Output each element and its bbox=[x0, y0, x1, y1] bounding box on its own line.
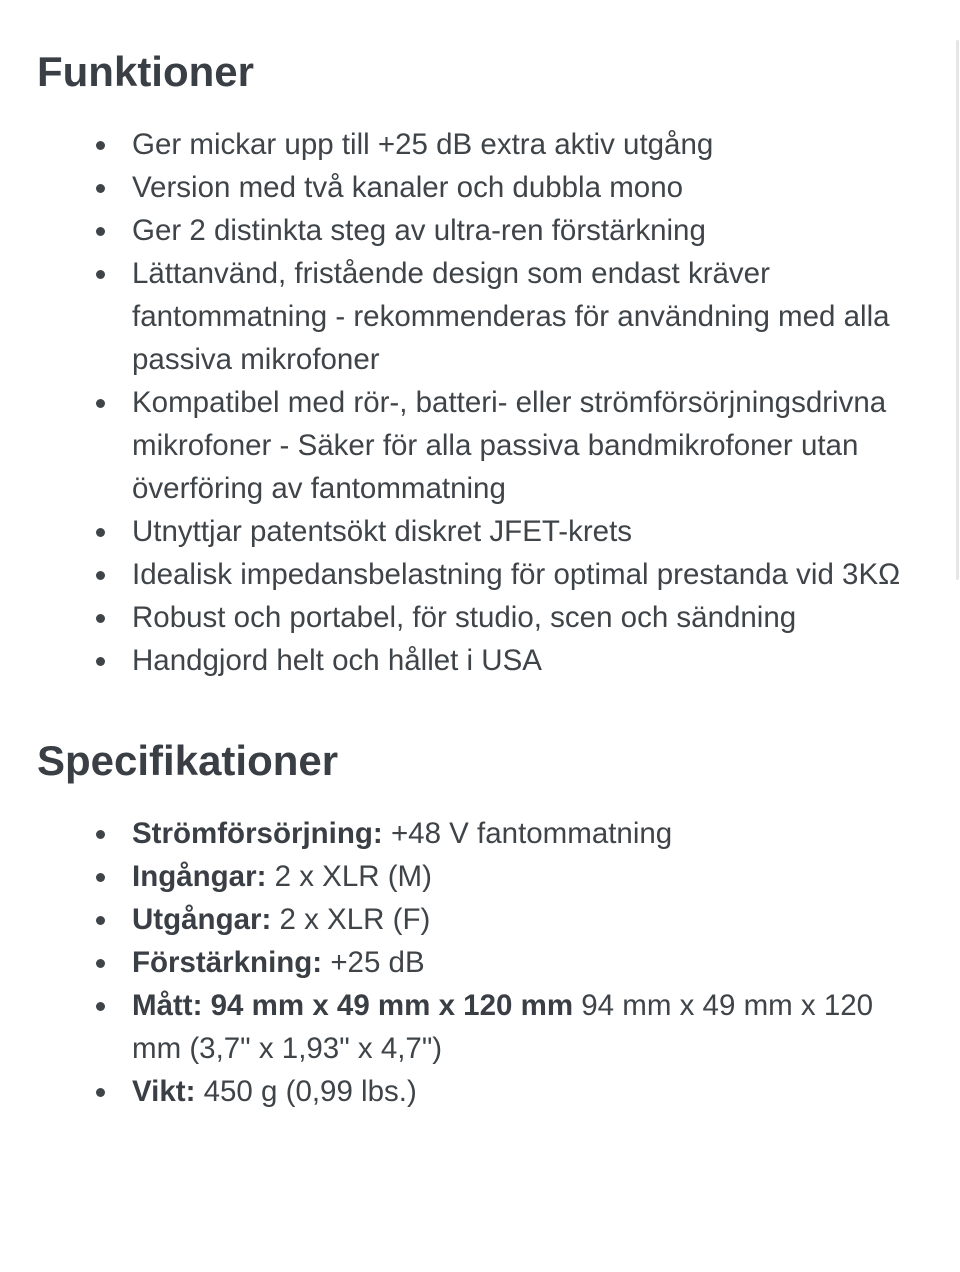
bullet-icon bbox=[96, 959, 105, 968]
scrollbar-thumb[interactable] bbox=[956, 40, 959, 580]
bullet-icon bbox=[96, 873, 105, 882]
specs-heading: Specifikationer bbox=[37, 737, 339, 784]
bullet-icon bbox=[96, 916, 105, 925]
spec-item-power bbox=[37, 812, 927, 855]
feature-text: Idealisk impedansbelastning för optimal prestanda vid 3KΩ bbox=[132, 558, 901, 591]
bullet-icon bbox=[96, 270, 105, 279]
bullet-icon bbox=[96, 614, 105, 623]
bullet-icon bbox=[96, 184, 105, 193]
scrollbar[interactable] bbox=[954, 0, 960, 1272]
feature-text: Version med två kanaler och dubbla mono bbox=[132, 171, 684, 204]
feature-text: Robust och portabel, för studio, scen och sändning bbox=[132, 601, 797, 634]
product-details bbox=[37, 0, 927, 1113]
bullet-icon bbox=[96, 1002, 105, 1011]
bullet-icon bbox=[96, 227, 105, 236]
spec-item-outputs bbox=[37, 898, 927, 941]
spec-label: Ingångar: bbox=[132, 860, 267, 893]
spec-item-dimensions bbox=[37, 984, 927, 1070]
bullet-icon bbox=[96, 528, 105, 537]
list-item bbox=[37, 639, 927, 682]
feature-text: Kompatibel med rör-, batteri- eller strömförsörjningsdrivna mikrofoner - Säker för alla passiva bandmikrofoner utan överföring av fantommatning bbox=[132, 386, 887, 505]
bullet-icon bbox=[96, 399, 105, 408]
list-item bbox=[37, 553, 927, 596]
bullet-icon bbox=[96, 1088, 105, 1097]
bullet-icon bbox=[96, 657, 105, 666]
feature-text: Utnyttjar patentsökt diskret JFET-krets bbox=[132, 515, 633, 548]
feature-text: Ger 2 distinkta steg av ultra-ren förstärkning bbox=[132, 214, 706, 247]
list-item bbox=[37, 381, 927, 510]
features-list bbox=[37, 123, 927, 682]
bullet-icon bbox=[96, 830, 105, 839]
spec-item-weight bbox=[37, 1070, 927, 1113]
feature-text: Lättanvänd, fristående design som endast kräver fantommatning - rekommenderas för användning med alla passiva mikrofoner bbox=[132, 257, 890, 376]
list-item bbox=[37, 123, 927, 166]
list-item bbox=[37, 596, 927, 639]
spec-value: 2 x XLR (F) bbox=[271, 903, 431, 936]
list-item bbox=[37, 209, 927, 252]
spec-value: 450 g (0,99 lbs.) bbox=[195, 1075, 417, 1108]
feature-text: Handgjord helt och hållet i USA bbox=[132, 644, 542, 677]
spec-label: Vikt: bbox=[132, 1075, 196, 1108]
spec-value: +25 dB bbox=[322, 946, 425, 979]
spec-label: Förstärkning: bbox=[132, 946, 323, 979]
bullet-icon bbox=[96, 141, 105, 150]
specs-list bbox=[37, 812, 927, 1113]
features-heading: Funktioner bbox=[37, 48, 254, 95]
spec-item-inputs bbox=[37, 855, 927, 898]
list-item bbox=[37, 510, 927, 553]
list-item bbox=[37, 166, 927, 209]
bullet-icon bbox=[96, 571, 105, 580]
list-item bbox=[37, 252, 927, 381]
spec-value: 94 mm x 49 mm x 120 mm (3,7" x 1,93" x 4,7") bbox=[132, 989, 874, 1065]
spec-label: Strömförsörjning: bbox=[132, 817, 383, 850]
feature-text: Ger mickar upp till +25 dB extra aktiv utgång bbox=[132, 128, 714, 161]
spec-value: 2 x XLR (M) bbox=[266, 860, 432, 893]
spec-item-gain bbox=[37, 941, 927, 984]
spec-label: Mått: 94 mm x 49 mm x 120 mm bbox=[132, 989, 574, 1022]
spec-value: +48 V fantommatning bbox=[382, 817, 673, 850]
spec-label: Utgångar: bbox=[132, 903, 272, 936]
